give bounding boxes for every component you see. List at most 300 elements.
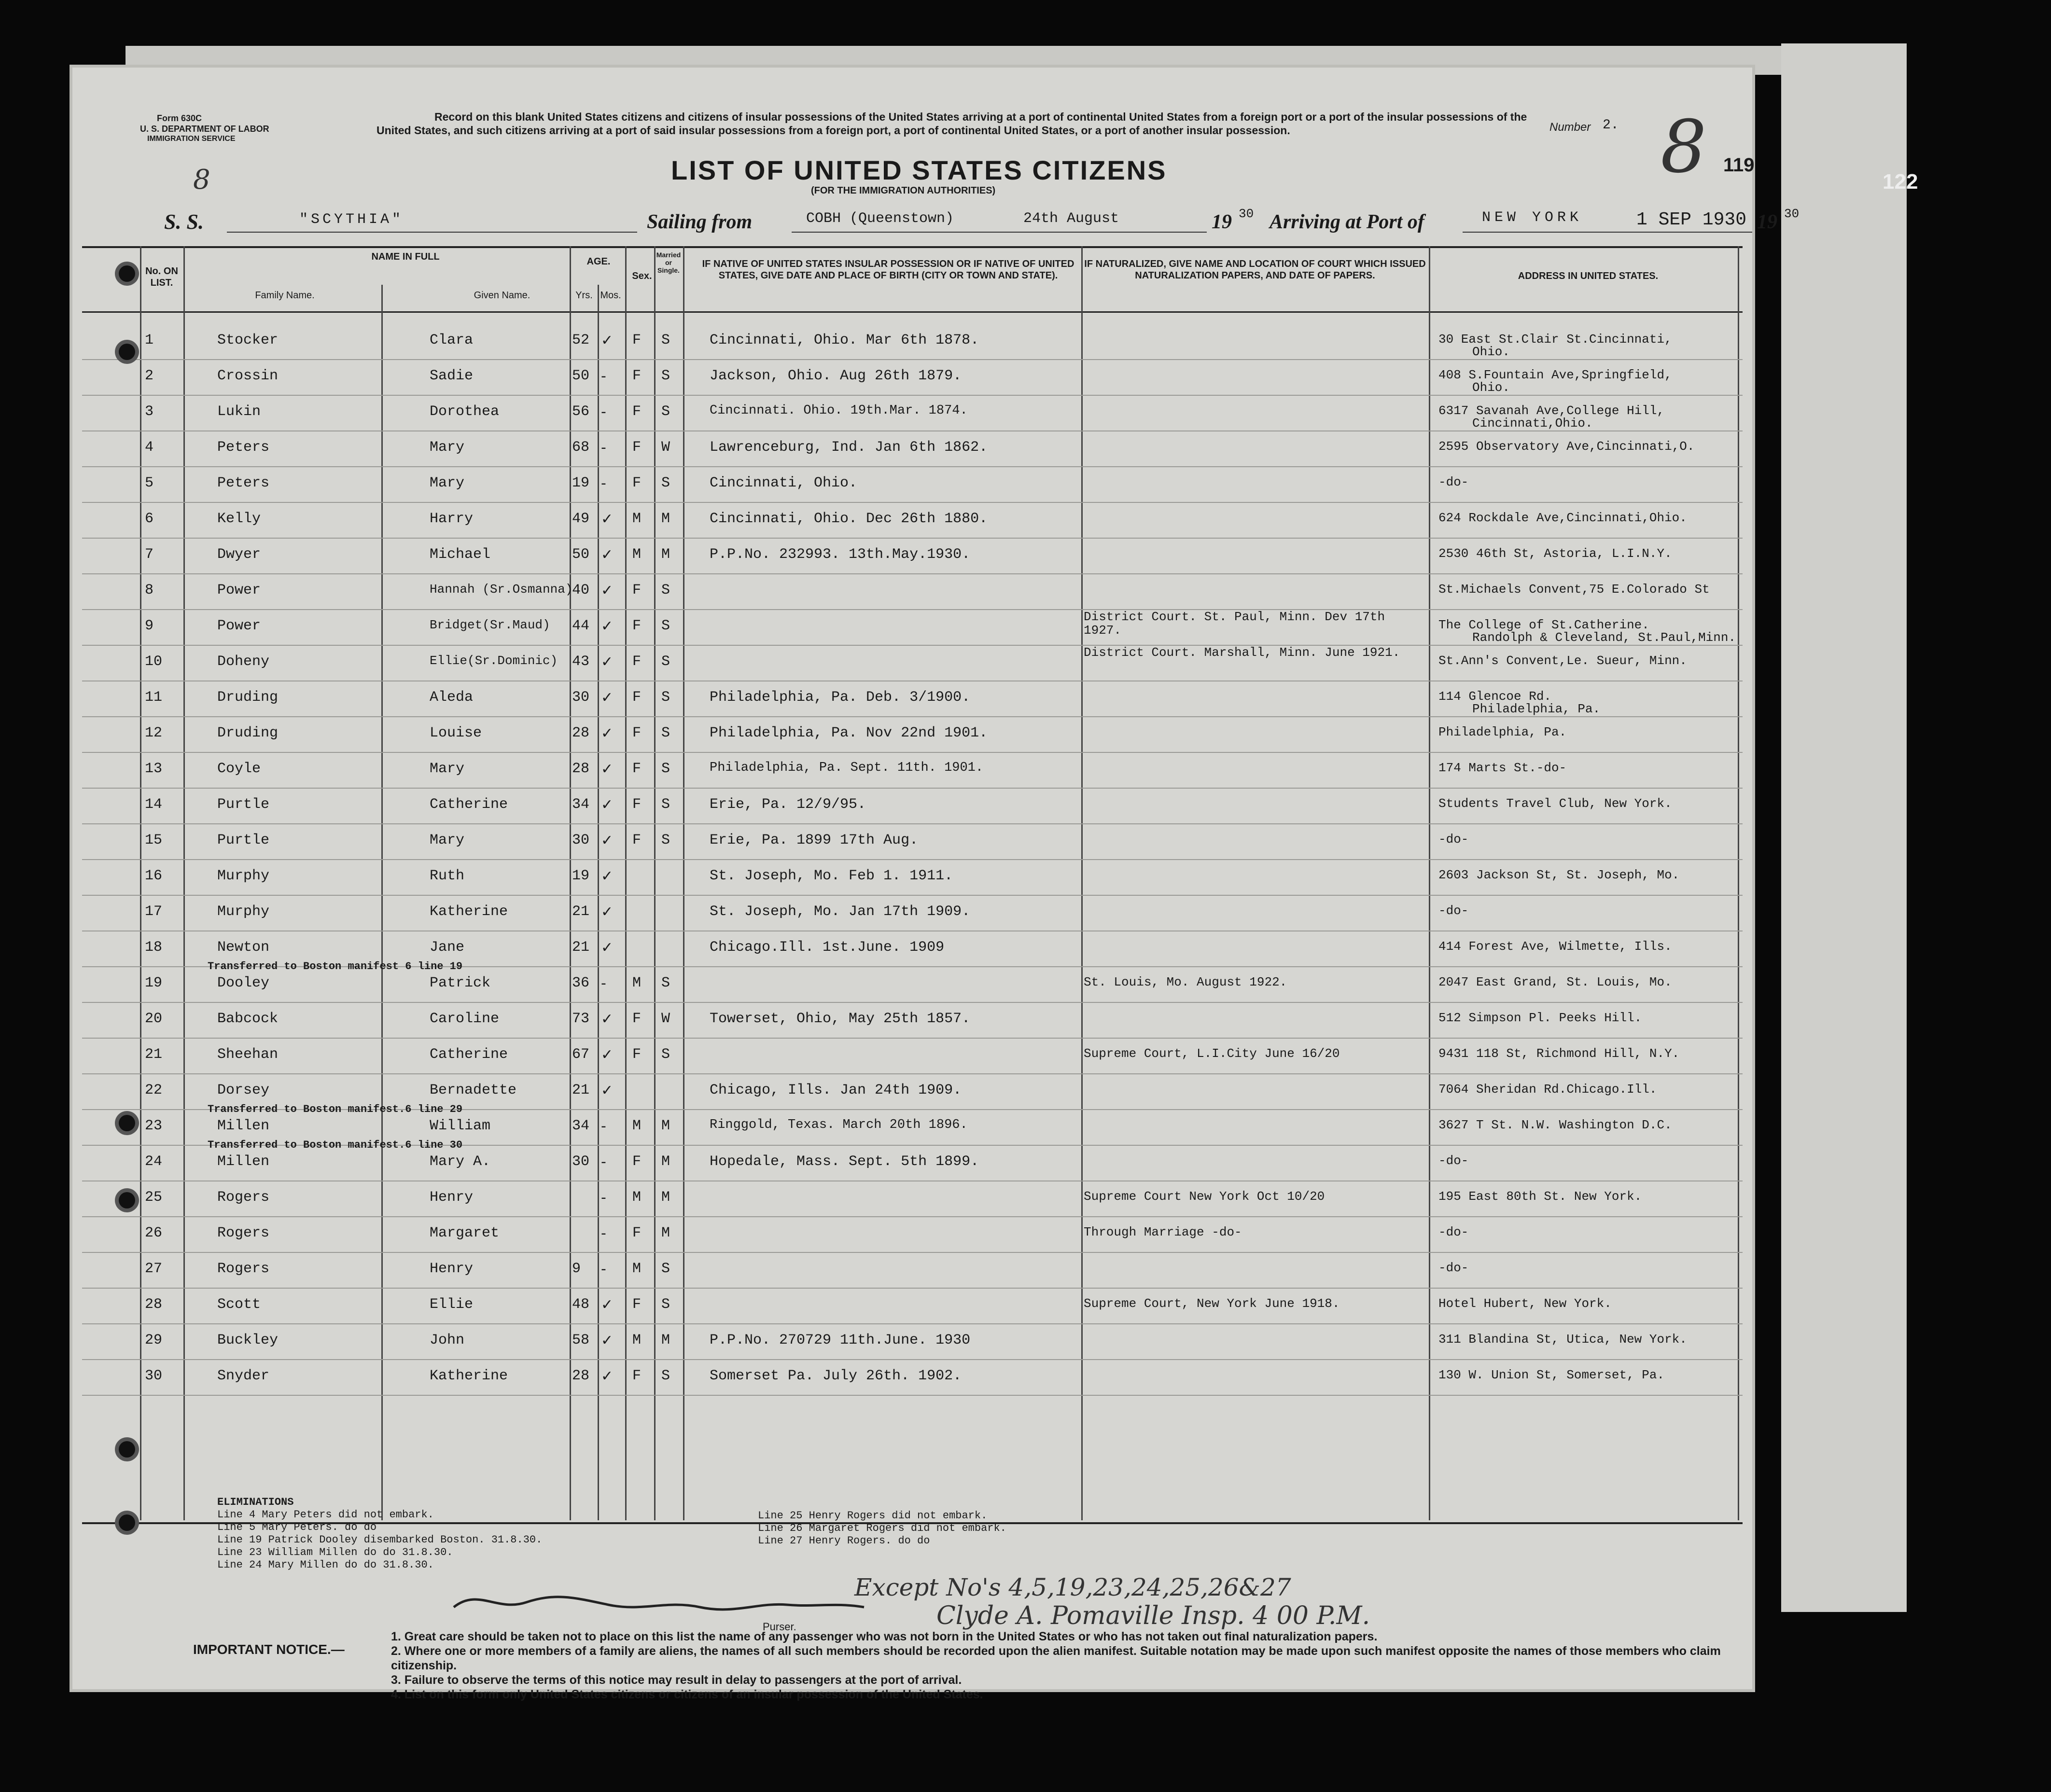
row-number: 29 (145, 1332, 163, 1348)
marital-status: S (661, 475, 670, 491)
marital-status: S (661, 1261, 670, 1277)
naturalization-info: Through Marriage -do- (1084, 1225, 1242, 1239)
marital-status: W (661, 1011, 670, 1027)
birth-info: Philadelphia, Pa. Sept. 11th. 1901. (710, 761, 984, 775)
table-row (82, 1181, 1743, 1217)
row-number: 17 (145, 903, 163, 920)
given-name: Patrick (430, 975, 491, 991)
sex: F (632, 475, 642, 491)
row-number: 27 (145, 1261, 163, 1277)
us-address: 2530 46th St, Astoria, L.I.N.Y. (1438, 546, 1672, 561)
family-name: Peters (217, 475, 270, 491)
age-months: ✓ (601, 332, 614, 349)
us-address: 512 Simpson Pl. Peeks Hill. (1438, 1011, 1642, 1025)
arrival-port: NEW YORK (1482, 209, 1583, 226)
us-address: 2595 Observatory Ave,Cincinnati,O. (1438, 439, 1695, 454)
col-header-no: No. ON LIST. (145, 266, 178, 288)
given-name: Mary (430, 761, 465, 777)
age-months: ✓ (601, 903, 614, 920)
us-address: 311 Blandina St, Utica, New York. (1438, 1332, 1687, 1347)
family-name: Newton (217, 939, 270, 956)
us-address: 414 Forest Ave, Wilmette, Ills. (1438, 939, 1672, 954)
age-months: - (601, 1118, 606, 1135)
col-header-family: Family Name. (255, 290, 315, 301)
row-number: 24 (145, 1153, 163, 1170)
us-address: -do- (1438, 903, 1469, 918)
marital-status: S (661, 975, 670, 991)
col-header-naturalized: IF NATURALIZED, GIVE NAME AND LOCATION OF COURT WHICH ISSUED NATURALIZATION PAPERS, AND DATE OF PAPERS. (1084, 259, 1426, 281)
notice-item: 3. Failure to observe the terms of this notice may result in delay to passengers at the port of arrival. (391, 1673, 962, 1687)
table-row (82, 359, 1743, 396)
given-name: Harry (430, 511, 474, 527)
us-address: 408 S.Fountain Ave,Springfield, (1438, 368, 1672, 382)
family-name: Purtle (217, 832, 270, 848)
marital-status: S (661, 403, 670, 420)
naturalization-info: Supreme Court, New York June 1918. (1084, 1296, 1340, 1311)
row-number: 2 (145, 368, 154, 384)
family-name: Buckley (217, 1332, 279, 1348)
age-years: 40 (572, 582, 590, 598)
given-name: Mary (430, 475, 465, 491)
arrival-year: 30 (1784, 207, 1800, 221)
age-months: ✓ (601, 689, 614, 706)
voyage-line (164, 207, 1800, 236)
marital-status: S (661, 689, 670, 706)
row-number: 8 (145, 582, 154, 598)
row-number: 23 (145, 1118, 163, 1134)
family-name: Peters (217, 439, 270, 456)
margin-mark: 8 (193, 164, 210, 195)
row-number: 4 (145, 439, 154, 456)
age-months: ✓ (601, 1011, 614, 1028)
table-row (82, 859, 1743, 896)
binder-hole (119, 1514, 135, 1531)
given-name: Henry (430, 1189, 474, 1206)
table-row (82, 395, 1743, 431)
marital-status: M (661, 1225, 670, 1241)
family-name: Rogers (217, 1189, 270, 1206)
elimination-line: Line 27 Henry Rogers. do do (758, 1535, 930, 1547)
marital-status: S (661, 582, 670, 598)
col-header-birth: IF NATIVE OF UNITED STATES INSULAR POSSESSION OR IF NATIVE OF UNITED STATES, GIVE DATE AND PLACE OF BIRTH (CITY OR TOWN AND STATE). (702, 259, 1074, 281)
age-months: ✓ (601, 761, 614, 778)
age-years: 68 (572, 439, 590, 456)
age-years: 28 (572, 1368, 590, 1384)
ship-name: "SCYTHIA" (299, 211, 404, 228)
age-years: 19 (572, 475, 590, 491)
birth-info: Towerset, Ohio, May 25th 1857. (710, 1011, 971, 1027)
age-months: - (601, 1225, 606, 1242)
marital-status: M (661, 1153, 670, 1170)
elimination-line: Line 25 Henry Rogers did not embark. (758, 1510, 988, 1522)
table-row (82, 1216, 1743, 1253)
purser-label: Purser. (763, 1621, 796, 1633)
row-number: 28 (145, 1296, 163, 1313)
given-name: Margaret (430, 1225, 500, 1241)
row-number: 6 (145, 511, 154, 527)
us-address: 2047 East Grand, St. Louis, Mo. (1438, 975, 1672, 989)
us-address: 3627 T St. N.W. Washington D.C. (1438, 1118, 1672, 1132)
col-header-yrs: Yrs. (575, 290, 593, 301)
sex: F (632, 689, 642, 706)
family-name: Rogers (217, 1225, 270, 1241)
age-months: ✓ (601, 546, 614, 563)
manifest-sheet (72, 68, 1800, 1701)
birth-info: Chicago.Ill. 1st.June. 1909 (710, 939, 945, 956)
table-row (82, 1288, 1743, 1324)
family-name: Millen (217, 1153, 270, 1170)
row-number: 20 (145, 1011, 163, 1027)
eliminations-heading: ELIMINATIONS (217, 1496, 294, 1508)
list-subtitle: (FOR THE IMMIGRATION AUTHORITIES) (811, 185, 996, 196)
us-address: 624 Rockdale Ave,Cincinnati,Ohio. (1438, 511, 1687, 525)
age-years: 28 (572, 725, 590, 741)
table-row (82, 1359, 1743, 1396)
us-address-line2: Randolph & Cleveland, St.Paul,Minn. (1472, 630, 1736, 645)
sex: F (632, 1153, 642, 1170)
family-name: Babcock (217, 1011, 279, 1027)
sex: M (632, 1332, 642, 1348)
age-months: - (601, 1261, 606, 1278)
age-months: ✓ (601, 1082, 614, 1099)
us-address: The College of St.Catherine. (1438, 618, 1649, 632)
birth-info: Philadelphia, Pa. Deb. 3/1900. (710, 689, 971, 706)
birth-info: Erie, Pa. 12/9/95. (710, 796, 866, 813)
age-years: 50 (572, 546, 590, 563)
naturalization-info: District Court. Marshall, Minn. June 1921. (1084, 645, 1400, 660)
given-name: Hannah (Sr.Osmanna) (430, 582, 573, 597)
age-months: - (601, 368, 606, 385)
table-row (82, 895, 1743, 931)
given-name: Clara (430, 332, 474, 348)
family-name: Murphy (217, 868, 270, 884)
row-number: 19 (145, 975, 163, 991)
elimination-line: Line 5 Mary Peters. do do (217, 1521, 377, 1533)
marital-status: S (661, 653, 670, 670)
us-address-line2: Cincinnati,Ohio. (1472, 416, 1593, 431)
table-row (82, 716, 1743, 753)
given-name: Henry (430, 1261, 474, 1277)
binder-hole (119, 1115, 135, 1131)
sailing-year-prefix: 19 (1212, 211, 1232, 233)
marital-status: S (661, 1046, 670, 1063)
table-row (82, 609, 1743, 646)
row-number: 13 (145, 761, 163, 777)
marital-status: S (661, 618, 670, 634)
family-name: Millen (217, 1118, 270, 1134)
marital-status: S (661, 725, 670, 741)
family-name: Snyder (217, 1368, 270, 1384)
age-months: ✓ (601, 582, 614, 599)
col-header-given: Given Name. (474, 290, 530, 301)
family-name: Purtle (217, 796, 270, 813)
sex: F (632, 1225, 642, 1241)
family-name: Rogers (217, 1261, 270, 1277)
row-number: 10 (145, 653, 163, 670)
age-months: ✓ (601, 511, 614, 528)
table-row (82, 1252, 1743, 1289)
row-number: 25 (145, 1189, 163, 1206)
marital-status: S (661, 761, 670, 777)
marital-status: M (661, 1118, 670, 1134)
list-title: LIST OF UNITED STATES CITIZENS (671, 155, 1167, 185)
birth-info: Erie, Pa. 1899 17th Aug. (710, 832, 919, 848)
birth-info: St. Joseph, Mo. Feb 1. 1911. (710, 868, 953, 884)
age-months: - (601, 1189, 606, 1206)
transfer-note: Transferred to Boston manifest 6 line 19 (208, 960, 463, 972)
age-years: 49 (572, 511, 590, 527)
us-address: 195 East 80th St. New York. (1438, 1189, 1642, 1204)
notice-item: 4. List on this form only United States citizens or citizens of an insular possession of the United States. (391, 1688, 983, 1701)
table-row (82, 1002, 1743, 1039)
age-months: - (601, 403, 606, 420)
except-annotation: Except No's 4,5,19,23,24,25,26&27 (854, 1573, 1291, 1601)
binder-hole (119, 1192, 135, 1209)
age-years: 30 (572, 689, 590, 706)
eliminations-block-right (758, 1510, 1192, 1547)
given-name: Ellie (430, 1296, 474, 1313)
birth-info: Lawrenceburg, Ind. Jan 6th 1862. (710, 439, 988, 456)
row-number: 30 (145, 1368, 163, 1384)
age-years: 52 (572, 332, 590, 348)
family-name: Druding (217, 725, 279, 741)
row-number: 16 (145, 868, 163, 884)
family-name: Murphy (217, 903, 270, 920)
row-number: 9 (145, 618, 154, 634)
us-address: 7064 Sheridan Rd.Chicago.Ill. (1438, 1082, 1657, 1097)
naturalization-info: Supreme Court New York Oct 10/20 (1084, 1189, 1325, 1204)
birth-info: Somerset Pa. July 26th. 1902. (710, 1368, 962, 1384)
given-name: Louise (430, 725, 482, 741)
table-row (82, 681, 1743, 717)
age-years: 50 (572, 368, 590, 384)
given-name: Ruth (430, 868, 465, 884)
given-name: Ellie(Sr.Dominic) (430, 653, 558, 668)
elimination-line: Line 19 Patrick Dooley disembarked Boston. 31.8.30. (217, 1534, 543, 1546)
us-address-line2: Ohio. (1472, 345, 1510, 359)
age-months: - (601, 1153, 606, 1170)
age-years: 58 (572, 1332, 590, 1348)
given-name: Jane (430, 939, 465, 956)
row-number: 12 (145, 725, 163, 741)
sex: F (632, 1011, 642, 1027)
table-row (82, 1038, 1743, 1074)
elimination-line: Line 24 Mary Millen do do 31.8.30. (217, 1559, 434, 1571)
us-address-line2: Ohio. (1472, 380, 1510, 395)
us-address: 6317 Savanah Ave,College Hill, (1438, 403, 1665, 418)
us-address: -do- (1438, 1153, 1469, 1168)
us-address: -do- (1438, 832, 1469, 847)
table-row (82, 1323, 1743, 1360)
age-years: 9 (572, 1261, 581, 1277)
birth-info: Cincinnati, Ohio. Dec 26th 1880. (710, 511, 988, 527)
table-row (82, 323, 1743, 360)
transfer-note: Transferred to Boston manifest.6 line 30 (208, 1139, 463, 1151)
marital-status: M (661, 1189, 670, 1206)
age-years: 19 (572, 868, 590, 884)
table-row (82, 823, 1743, 860)
naturalization-info: St. Louis, Mo. August 1922. (1084, 975, 1287, 989)
us-address: 30 East St.Clair St.Cincinnati, (1438, 332, 1672, 347)
table-row (82, 960, 1743, 1003)
transfer-note: Transferred to Boston manifest.6 line 29 (208, 1103, 463, 1115)
elimination-line: Line 4 Mary Peters did not embark. (217, 1509, 434, 1521)
marital-status: S (661, 368, 670, 384)
row-number: 18 (145, 939, 163, 956)
family-name: Kelly (217, 511, 261, 527)
age-months: ✓ (601, 1332, 614, 1349)
sex: M (632, 1118, 642, 1134)
birth-info: Hopedale, Mass. Sept. 5th 1899. (710, 1153, 979, 1170)
us-address: St.Ann's Convent,Le. Sueur, Minn. (1438, 653, 1687, 668)
col-header-age: AGE. (586, 256, 611, 267)
row-number: 26 (145, 1225, 163, 1241)
family-name: Lukin (217, 403, 261, 420)
sex: M (632, 1261, 642, 1277)
family-name: Dwyer (217, 546, 261, 563)
age-years: 56 (572, 403, 590, 420)
age-months: ✓ (601, 618, 614, 635)
birth-info: P.P.No. 270729 11th.June. 1930 (710, 1332, 971, 1348)
table-row (82, 502, 1743, 539)
birth-info: Cincinnati. Ohio. 19th.Mar. 1874. (710, 403, 968, 418)
sex: M (632, 511, 642, 527)
age-months: - (601, 975, 606, 992)
table-row (82, 1139, 1743, 1181)
sex: F (632, 1296, 642, 1313)
age-years: 28 (572, 761, 590, 777)
col-header-married: Married or Single. (656, 251, 681, 274)
arrival-stamp-date: 1 SEP 1930 (1636, 209, 1747, 230)
birth-info: St. Joseph, Mo. Jan 17th 1909. (710, 903, 971, 920)
table-row (82, 466, 1743, 503)
given-name: Sadie (430, 368, 474, 384)
important-notice-items (391, 1629, 1743, 1702)
us-address: -do- (1438, 475, 1469, 489)
table-row (82, 645, 1743, 681)
row-number: 7 (145, 546, 154, 563)
sex: F (632, 582, 642, 598)
family-name: Stocker (217, 332, 279, 348)
family-name: Crossin (217, 368, 279, 384)
birth-info: Jackson, Ohio. Aug 26th 1879. (710, 368, 962, 384)
given-name: Katherine (430, 903, 508, 920)
row-number: 22 (145, 1082, 163, 1098)
given-name: Mary (430, 832, 465, 848)
birth-info: Philadelphia, Pa. Nov 22nd 1901. (710, 725, 988, 741)
table-row (82, 431, 1743, 467)
page-number: 119 (1723, 154, 1755, 176)
sex: F (632, 832, 642, 848)
from-port: COBH (Queenstown) (806, 210, 954, 227)
us-address: -do- (1438, 1225, 1469, 1239)
row-number: 11 (145, 689, 163, 706)
arrival-year-prefix: 19 (1757, 211, 1777, 233)
marital-status: S (661, 796, 670, 813)
table-row (82, 788, 1743, 824)
age-months: ✓ (601, 1296, 614, 1313)
marital-status: M (661, 511, 670, 527)
marital-status: M (661, 1332, 670, 1348)
us-address: 114 Glencoe Rd. (1438, 689, 1552, 704)
col-header-mos: Mos. (600, 290, 621, 301)
age-years: 21 (572, 1082, 590, 1098)
age-years: 30 (572, 1153, 590, 1170)
sailing-date: 24th August (1023, 210, 1119, 227)
us-address: 130 W. Union St, Somerset, Pa. (1438, 1368, 1665, 1382)
given-name: Bridget(Sr.Maud) (430, 618, 550, 632)
us-address: 174 Marts St.-do- (1438, 761, 1567, 775)
given-name: John (430, 1332, 465, 1348)
table-row (82, 573, 1743, 610)
us-address: St.Michaels Convent,75 E.Colorado St (1438, 582, 1710, 597)
inspector-annotation: Clyde A. Pomaville Insp. 4 00 P.M. (936, 1601, 1370, 1630)
given-name: Caroline (430, 1011, 500, 1027)
sex: F (632, 403, 642, 420)
sex: F (632, 653, 642, 670)
given-name: Dorothea (430, 403, 500, 420)
age-years: 30 (572, 832, 590, 848)
age-years: 48 (572, 1296, 590, 1313)
marital-status: S (661, 1296, 670, 1313)
birth-info: Chicago, Ills. Jan 24th 1909. (710, 1082, 962, 1098)
naturalization-info: District Court. St. Paul, Minn. Dev 17th 1927. (1084, 610, 1385, 638)
age-months: - (601, 439, 606, 456)
sex: M (632, 975, 642, 991)
number-handwritten: 8 (1660, 105, 1707, 189)
given-name: Katherine (430, 1368, 508, 1384)
age-years: 36 (572, 975, 590, 991)
marital-status: S (661, 332, 670, 348)
service-name: IMMIGRATION SERVICE (147, 135, 236, 143)
elimination-line: Line 23 William Millen do do 31.8.30. (217, 1546, 453, 1558)
family-name: Coyle (217, 761, 261, 777)
page-stack-edge (1781, 43, 1907, 1612)
row-number: 5 (145, 475, 154, 491)
age-months: ✓ (601, 832, 614, 849)
age-months: ✓ (601, 868, 614, 885)
sex: F (632, 1368, 642, 1384)
marital-status: S (661, 832, 670, 848)
age-months: ✓ (601, 725, 614, 742)
age-months: ✓ (601, 1046, 614, 1063)
age-months: ✓ (601, 796, 614, 813)
us-address: Hotel Hubert, New York. (1438, 1296, 1612, 1311)
naturalization-info: Supreme Court, L.I.City June 16/20 (1084, 1046, 1340, 1061)
marital-status: W (661, 439, 670, 456)
age-years: 67 (572, 1046, 590, 1063)
family-name: Doheny (217, 653, 270, 670)
age-years: 73 (572, 1011, 590, 1027)
form-id: Form 630C (157, 113, 202, 123)
age-months: - (601, 475, 606, 492)
purser-signature (449, 1583, 883, 1622)
us-address: Philadelphia, Pa. (1438, 725, 1567, 739)
given-name: Aleda (430, 689, 474, 706)
age-years: 44 (572, 618, 590, 634)
us-address: 9431 118 St, Richmond Hill, N.Y. (1438, 1046, 1680, 1061)
family-name: Scott (217, 1296, 261, 1313)
department-name: U. S. DEPARTMENT OF LABOR (140, 124, 269, 134)
important-notice-label: IMPORTANT NOTICE.— (193, 1642, 345, 1657)
sailing-label: Sailing from (647, 211, 753, 233)
given-name: Mary (430, 439, 465, 456)
col-header-name: NAME IN FULL (371, 251, 440, 262)
binder-hole (119, 344, 135, 360)
table-row (82, 752, 1743, 789)
elimination-line: Line 26 Margaret Rogers did not embark. (758, 1522, 1006, 1534)
us-address: 2603 Jackson St, St. Joseph, Mo. (1438, 868, 1680, 882)
